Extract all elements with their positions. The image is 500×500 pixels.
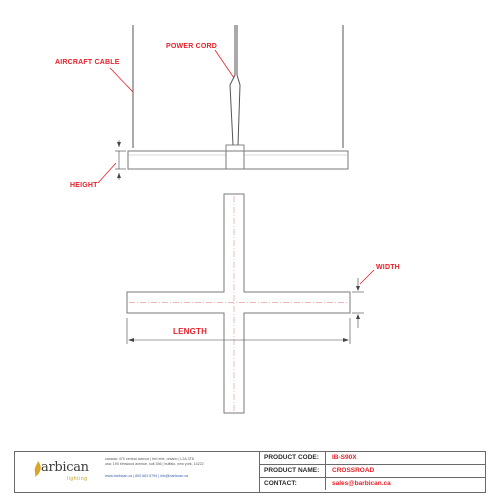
contact-label: CONTACT:: [260, 478, 326, 490]
label-aircraft-cable: AIRCRAFT CABLE: [55, 59, 120, 66]
contact-email[interactable]: sales@barbican.ca: [332, 480, 391, 487]
contact-line-canada: canada: 470 central avenue | fort erie, ontario | L2A 3T8: [105, 457, 194, 461]
logo-subtext: lighting: [67, 476, 88, 482]
leader-height: [98, 163, 116, 183]
row-product-name: [260, 465, 485, 478]
label-width: WIDTH: [376, 264, 400, 271]
contact-web-line: www.barbican.ca | 800 663 5794 | info@barbican.ca: [105, 473, 189, 478]
leader-aircraft-cable: [110, 68, 133, 92]
product-name-value: CROSSROAD: [332, 467, 375, 474]
row-contact: [260, 478, 485, 491]
label-power-cord: POWER CORD: [166, 43, 217, 50]
cross-outline: [127, 194, 350, 413]
power-cord: [230, 25, 235, 145]
elevation-view: [115, 25, 348, 180]
barbican-logo: [33, 460, 93, 486]
contact-line-usa: usa: 190 elmwood avenue, suit 356 | buffalo, new york, 14222: [105, 462, 204, 467]
plan-view: [127, 194, 364, 413]
leader-width: [360, 270, 374, 284]
product-code-value: IB-S90X: [332, 454, 357, 461]
row-product-code: [260, 452, 485, 465]
product-name-label: PRODUCT NAME:: [260, 465, 326, 477]
power-canopy: [226, 145, 244, 151]
product-code-label: PRODUCT CODE:: [260, 452, 326, 464]
center-hub-elevation: [226, 151, 244, 169]
logo-wordmark: arbican: [41, 460, 89, 475]
label-length: LENGTH: [173, 327, 208, 336]
leader-power-cord: [215, 50, 234, 78]
company-info: [15, 452, 260, 492]
contact-address: [105, 457, 255, 479]
label-height: HEIGHT: [70, 182, 98, 189]
title-block: [14, 451, 486, 493]
